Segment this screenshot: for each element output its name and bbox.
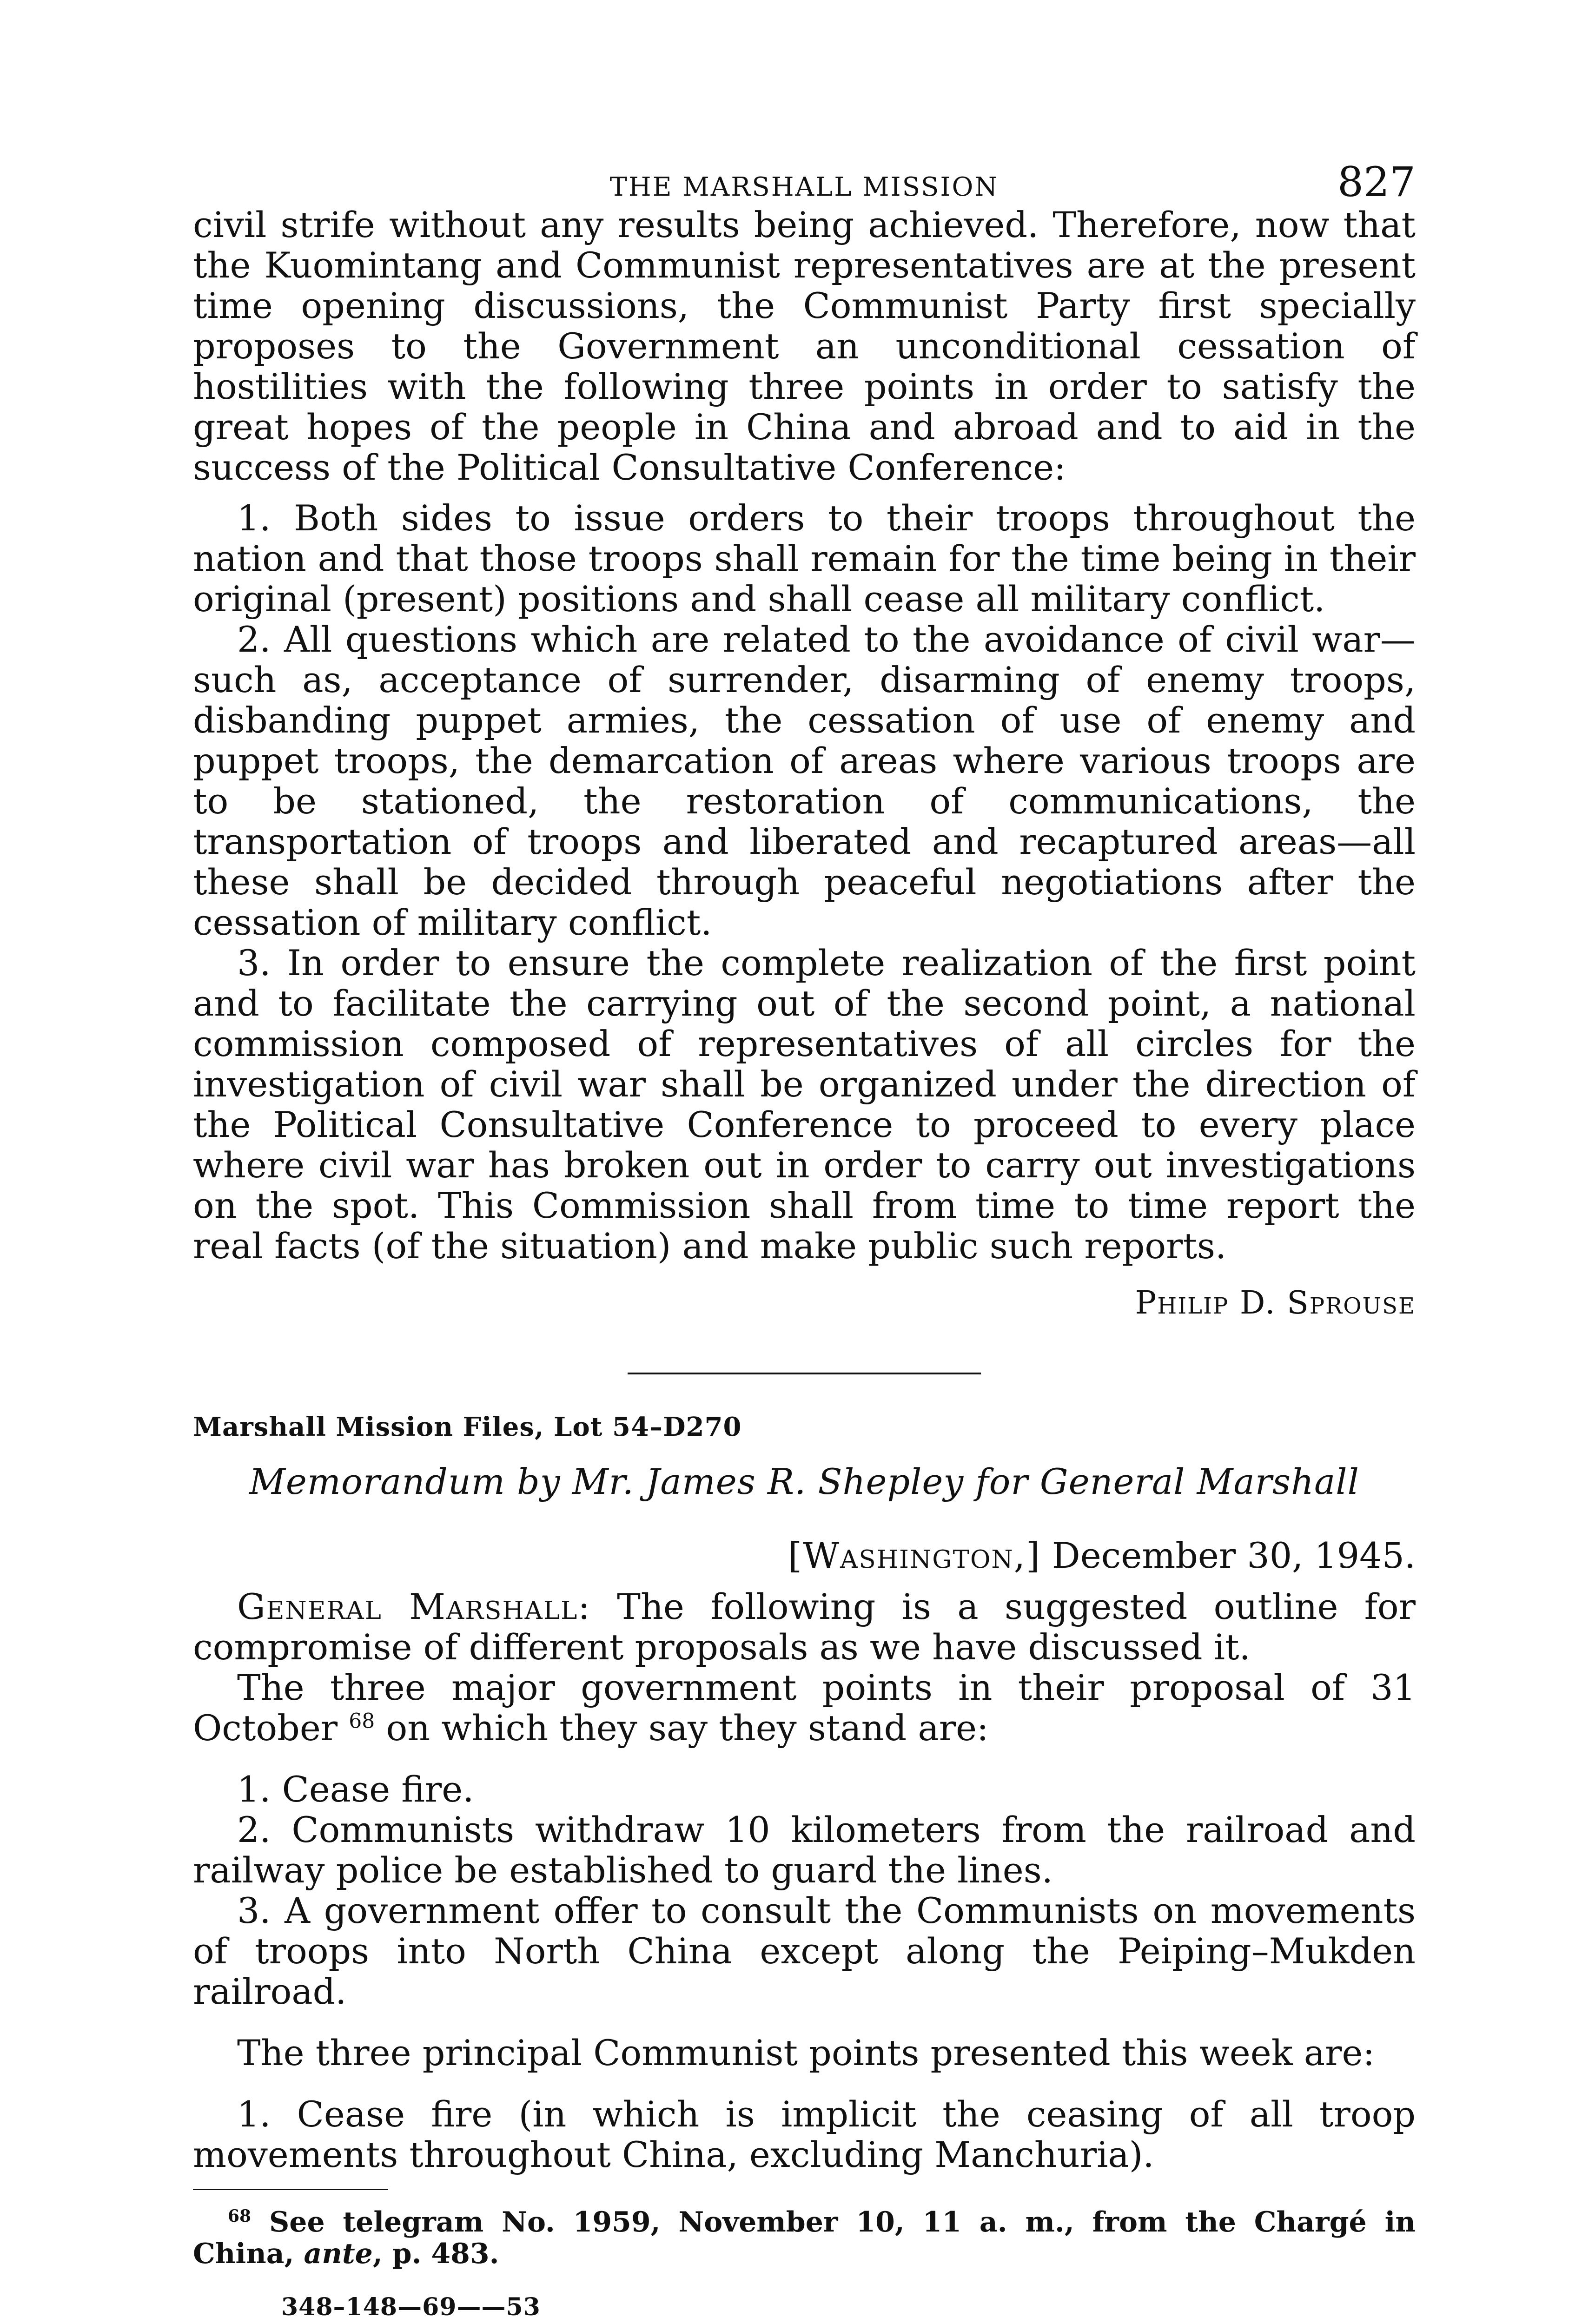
gov-point-3: 3. A government offer to consult the Communists on movements of troops into North China except along the Peiping–Mukden railroad. bbox=[193, 1890, 1416, 2012]
gov-point-2: 2. Communists withdraw 10 kilometers from the railroad and railway police be established to guard the lines. bbox=[193, 1809, 1416, 1891]
running-title: THE MARSHALL MISSION bbox=[609, 172, 999, 202]
document-page bbox=[193, 153, 1416, 2321]
communist-point-1: 1. Cease fire (in which is implicit the ceasing of all troop movements throughout China, excluding Manchuria). bbox=[193, 2093, 1416, 2175]
footnote-ante: ante bbox=[304, 2238, 373, 2270]
footnote-marker[interactable]: 68 bbox=[349, 1709, 375, 1733]
sprouse-point-2: 2. All questions which are related to the avoidance of civil war—such as, acceptance of surrender, disarming of enemy troops, disbanding puppet armies, the cessation of use of enemy and puppet troops, the demarcation of areas where various troops are to be stationed, the restoration of communications, the transportation of troops and liberated and recaptured areas—all these shall be decided through peaceful negotiations after the cessation of military conflict. bbox=[193, 619, 1416, 943]
footnote-number: 68 bbox=[228, 2206, 252, 2226]
footnote: $^{68}$ See telegram No. 1959, November 10, 11 a. m., from the Chargé in China, ante, p. 483. bbox=[193, 2206, 1416, 2270]
gov-point-1: 1. Cease fire. bbox=[237, 1769, 474, 1810]
footnote-rule bbox=[193, 2189, 388, 2190]
signature: Philip D. Sprouse bbox=[1135, 1285, 1416, 1321]
memo-title: Memorandum by Mr. James R. Shepley for General Marshall bbox=[249, 1461, 1359, 1502]
source-citation: Marshall Mission Files, Lot 54–D270 bbox=[193, 1412, 742, 1442]
running-header bbox=[193, 153, 1416, 205]
sprouse-intro-paragraph: civil strife without any results being achieved. Therefore, now that the Kuomintang and Communist representatives are at the present time opening discussions, the Communist Party first specially proposes to the Government an unconditional cessation of hostilities with the following three points in order to satisfy the great hopes of the people in China and abroad and to aid in the success of the Political Consultative Conference: bbox=[193, 204, 1416, 488]
section-divider bbox=[628, 1373, 981, 1374]
memo-opening-paragraph bbox=[193, 1586, 1416, 1667]
page-number: 827 bbox=[1337, 158, 1416, 206]
communist-points-intro: The three principal Communist points presented this week are: bbox=[237, 2032, 1375, 2073]
sprouse-point-1: 1. Both sides to issue orders to their troops throughout the nation and that those troops shall remain for the time being in their original (present) positions and shall cease all military conflict. bbox=[193, 497, 1416, 620]
sprouse-point-3: 3. In order to ensure the complete realization of the first point and to facilitate the carrying out of the second point, a national commission composed of representatives of all circles for the investigation of civil war shall be organized under the direction of the Political Consultative Conference to proceed to every place where civil war has broken out in order to carry out investigations on the spot. This Commission shall from time to time report the real facts (of the situation) and make public such reports. bbox=[193, 942, 1416, 1267]
opening-text: The following is a suggested outline for compromise of different proposals as we have discussed it. bbox=[193, 1586, 1416, 1668]
salutation: General Marshall: bbox=[237, 1586, 591, 1627]
gov-points-intro: The three major government points in their proposal of 31 October $^{68}$ on which they say they stand are: bbox=[193, 1667, 1416, 1749]
dateline bbox=[193, 1535, 1416, 1576]
dateline-date: December 30, 1945. bbox=[1052, 1535, 1416, 1576]
print-code: 348–148—69——53 bbox=[281, 2293, 541, 2321]
dateline-place: [Washington,] bbox=[788, 1535, 1041, 1576]
